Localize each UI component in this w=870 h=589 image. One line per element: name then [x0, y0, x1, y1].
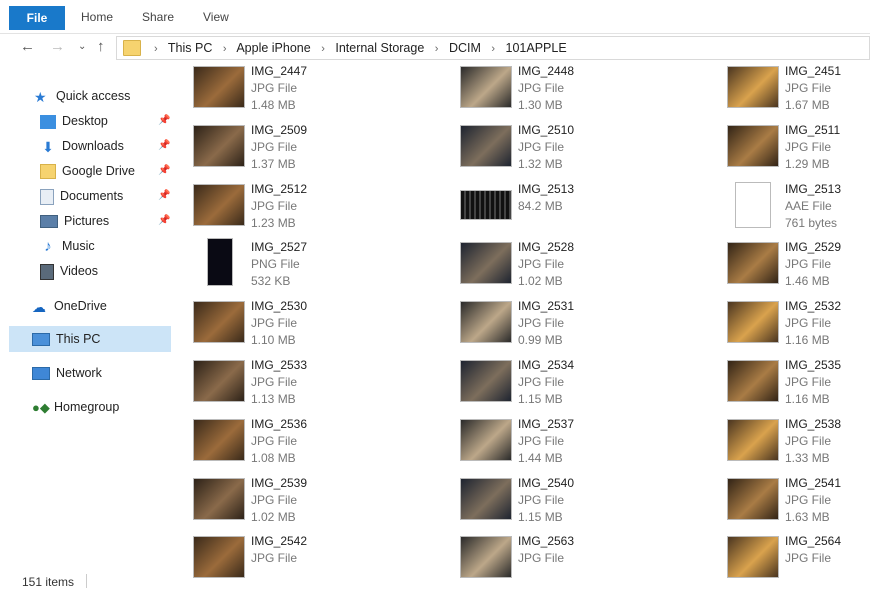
crumb-101apple[interactable]: 101APPLE: [505, 41, 567, 55]
file-thumbnail: [193, 419, 245, 461]
file-thumbnail: [727, 242, 779, 284]
file-item[interactable]: [460, 180, 720, 234]
pin-icon[interactable]: 📌: [158, 165, 171, 176]
file-item[interactable]: [193, 532, 453, 586]
file-name: IMG_2513: [785, 181, 842, 196]
file-item[interactable]: [727, 180, 870, 234]
file-size: 1.02 MB: [518, 274, 563, 289]
nav-network[interactable]: Network: [32, 363, 102, 383]
file-thumbnail: [460, 301, 512, 343]
file-size: 1.13 MB: [251, 392, 296, 406]
ribbon: [0, 0, 870, 34]
file-name: IMG_2531: [518, 299, 575, 314]
homegroup-icon: ●◆: [32, 399, 50, 415]
file-size: 1.29 MB: [785, 156, 830, 171]
file-size: 1.32 MB: [518, 156, 563, 171]
address-box[interactable]: [116, 36, 870, 60]
file-size: 1.08 MB: [251, 450, 296, 465]
file-thumbnail: [460, 419, 512, 461]
tab-share[interactable]: Share: [142, 10, 175, 24]
crumb-dcim[interactable]: DCIM: [448, 41, 481, 55]
pin-icon[interactable]: 📌: [158, 215, 171, 226]
file-name: IMG_2536: [251, 416, 308, 431]
file-size: 0.99 MB: [518, 333, 563, 348]
desktop-icon: [40, 115, 56, 129]
pin-icon[interactable]: 📌: [158, 190, 171, 201]
file-type: PNG File: [251, 257, 300, 272]
nav-homegroup[interactable]: ●◆ Homegroup: [32, 399, 120, 415]
file-name: IMG_2451: [785, 64, 842, 78]
file-type: JPG File: [785, 81, 832, 95]
file-thumbnail: [193, 66, 245, 108]
nav-pictures[interactable]: Pictures: [40, 211, 109, 231]
file-item[interactable]: [193, 474, 453, 528]
folder-icon: [123, 40, 141, 56]
pictures-icon: [40, 215, 58, 228]
video-icon: [40, 264, 54, 280]
file-size: 1.02 MB: [251, 509, 296, 524]
file-item[interactable]: [460, 297, 720, 351]
file-item[interactable]: [727, 297, 870, 351]
file-name: IMG_2541: [785, 475, 842, 490]
file-name: IMG_2540: [518, 475, 575, 490]
file-type: JPG File: [518, 257, 565, 272]
file-name: IMG_2447: [251, 64, 308, 78]
file-name: IMG_2530: [251, 299, 308, 314]
file-size: 1.67 MB: [785, 98, 830, 112]
breadcrumb: › This PC › Apple iPhone › Internal Storage › DCIM › 101APPLE: [154, 41, 567, 55]
file-thumbnail: [460, 360, 512, 402]
file-type: JPG File: [251, 316, 298, 331]
tab-home[interactable]: Home: [81, 10, 114, 24]
file-size: 1.44 MB: [518, 450, 563, 465]
file-type: AAE File: [785, 198, 832, 213]
file-size: 1.37 MB: [251, 156, 296, 171]
file-thumbnail: [193, 536, 245, 578]
file-item[interactable]: [727, 121, 870, 175]
crumb-this-pc[interactable]: This PC: [167, 41, 213, 55]
file-item[interactable]: [460, 121, 720, 175]
file-item[interactable]: [460, 532, 720, 586]
file-thumbnail: [193, 360, 245, 402]
file-name: IMG_2535: [785, 358, 842, 372]
file-name: IMG_2527: [251, 240, 308, 255]
file-thumbnail: [727, 536, 779, 578]
file-name: IMG_2528: [518, 240, 575, 255]
file-type: 84.2 MB: [518, 198, 563, 213]
file-type: JPG File: [251, 198, 298, 213]
file-size: 1.23 MB: [251, 215, 296, 230]
file-item[interactable]: [193, 297, 453, 351]
file-thumbnail: [193, 184, 245, 226]
file-thumbnail: [460, 478, 512, 520]
file-thumbnail: [727, 419, 779, 461]
file-type: JPG File: [518, 492, 565, 507]
nav-google-drive[interactable]: Google Drive: [40, 161, 135, 181]
file-type: JPG File: [518, 433, 565, 448]
file-type: JPG File: [518, 551, 565, 566]
file-size: 1.48 MB: [251, 98, 296, 112]
document-icon: [40, 189, 54, 205]
address-bar-row: [0, 34, 870, 60]
crumb-apple-iphone[interactable]: Apple iPhone: [236, 41, 311, 55]
file-name: IMG_2448: [518, 64, 575, 78]
file-item[interactable]: [193, 415, 453, 469]
file-type: JPG File: [251, 81, 298, 95]
recent-locations-icon[interactable]: ⌄: [78, 41, 87, 52]
file-name: IMG_2534: [518, 358, 575, 372]
file-thumbnail: [727, 478, 779, 520]
file-size: 1.16 MB: [785, 333, 830, 348]
file-size: 1.63 MB: [785, 509, 830, 524]
file-item[interactable]: [727, 415, 870, 469]
file-type: JPG File: [251, 433, 298, 448]
file-size: 532 KB: [251, 274, 291, 289]
file-item[interactable]: [193, 238, 453, 292]
file-thumbnail: [735, 182, 771, 228]
file-size: 1.15 MB: [518, 509, 563, 524]
file-name: IMG_2532: [785, 299, 842, 314]
nav-onedrive[interactable]: ☁ OneDrive: [32, 298, 107, 315]
file-item[interactable]: [460, 356, 720, 410]
computer-icon: [32, 333, 50, 346]
tab-view[interactable]: View: [203, 10, 229, 24]
file-name: IMG_2539: [251, 475, 308, 490]
nav-this-pc[interactable]: This PC: [32, 329, 100, 349]
file-item[interactable]: [460, 62, 720, 116]
nav-documents[interactable]: Documents: [40, 186, 123, 206]
nav-videos[interactable]: Videos: [40, 261, 98, 281]
file-name: IMG_2563: [518, 534, 575, 549]
file-type: JPG File: [785, 139, 832, 154]
crumb-internal-storage[interactable]: Internal Storage: [335, 41, 425, 55]
nav-music[interactable]: ♪ Music: [40, 236, 95, 256]
file-thumbnail: [207, 238, 233, 286]
file-name: IMG_2513: [518, 181, 575, 196]
network-icon: [32, 367, 50, 380]
nav-downloads[interactable]: ⬇ Downloads: [40, 136, 124, 156]
file-item[interactable]: [727, 532, 870, 586]
file-name: IMG_2512: [251, 181, 308, 196]
music-note-icon: ♪: [44, 237, 52, 255]
file-name: IMG_2542: [251, 534, 308, 549]
file-type: JPG File: [785, 551, 832, 566]
file-item[interactable]: [727, 474, 870, 528]
file-size: 1.16 MB: [785, 392, 830, 406]
file-thumbnail: [460, 190, 512, 220]
file-name: IMG_2510: [518, 122, 575, 137]
file-size: 1.30 MB: [518, 98, 563, 112]
file-thumbnail: [193, 125, 245, 167]
file-type: JPG File: [251, 375, 298, 389]
nav-quick-access[interactable]: ★ Quick access: [34, 88, 131, 105]
file-type: JPG File: [785, 375, 832, 389]
file-size: 1.15 MB: [518, 392, 563, 406]
file-item[interactable]: [727, 62, 870, 116]
file-item[interactable]: [460, 474, 720, 528]
up-arrow-icon[interactable]: ↑: [97, 38, 105, 55]
status-item-count: 151 items: [22, 575, 75, 589]
file-type: JPG File: [518, 139, 565, 154]
file-thumbnail: [460, 66, 512, 108]
file-name: IMG_2533: [251, 358, 308, 372]
file-item[interactable]: [727, 356, 870, 410]
folder-icon: [40, 164, 56, 179]
file-thumbnail: [460, 242, 512, 284]
file-type: JPG File: [251, 139, 298, 154]
file-name: IMG_2509: [251, 122, 308, 137]
pin-icon[interactable]: 📌: [158, 115, 171, 126]
file-thumbnail: [727, 66, 779, 108]
file-type: JPG File: [785, 433, 832, 448]
status-divider: [86, 574, 87, 588]
file-thumbnail: [727, 125, 779, 167]
file-type: JPG File: [785, 257, 832, 272]
file-name: IMG_2529: [785, 240, 842, 255]
file-type: JPG File: [518, 375, 565, 389]
tab-file[interactable]: File: [9, 6, 65, 30]
file-size: 761 bytes: [785, 215, 838, 230]
file-item[interactable]: [460, 238, 720, 292]
file-name: IMG_2538: [785, 416, 842, 431]
file-name: IMG_2564: [785, 534, 842, 549]
cloud-icon: ☁: [32, 298, 46, 315]
download-arrow-icon: ⬇: [42, 138, 54, 155]
file-item[interactable]: [193, 356, 453, 410]
file-type: JPG File: [518, 81, 565, 95]
file-type: JPG File: [785, 316, 832, 331]
file-size: 1.46 MB: [785, 274, 830, 289]
file-type: JPG File: [251, 551, 298, 566]
file-grid: [190, 62, 870, 567]
file-item[interactable]: [193, 121, 453, 175]
navigation-pane: [0, 62, 180, 567]
file-name: IMG_2511: [785, 122, 841, 137]
file-item[interactable]: [727, 238, 870, 292]
file-name: IMG_2537: [518, 416, 575, 431]
file-thumbnail: [727, 360, 779, 402]
back-arrow-icon[interactable]: ←: [20, 38, 35, 55]
file-type: JPG File: [251, 492, 298, 507]
file-thumbnail: [193, 301, 245, 343]
file-item[interactable]: [193, 62, 453, 116]
file-thumbnail: [460, 125, 512, 167]
nav-desktop[interactable]: Desktop: [40, 111, 108, 131]
file-thumbnail: [460, 536, 512, 578]
file-thumbnail: [727, 301, 779, 343]
file-type: JPG File: [785, 492, 832, 507]
forward-arrow-icon[interactable]: →: [50, 38, 65, 55]
star-icon: ★: [34, 88, 47, 105]
file-type: JPG File: [518, 316, 565, 331]
pin-icon[interactable]: 📌: [158, 140, 171, 151]
file-thumbnail: [193, 478, 245, 520]
file-size: 1.10 MB: [251, 333, 296, 348]
file-item[interactable]: [460, 415, 720, 469]
file-size: 1.33 MB: [785, 450, 830, 465]
file-item[interactable]: [193, 180, 453, 234]
